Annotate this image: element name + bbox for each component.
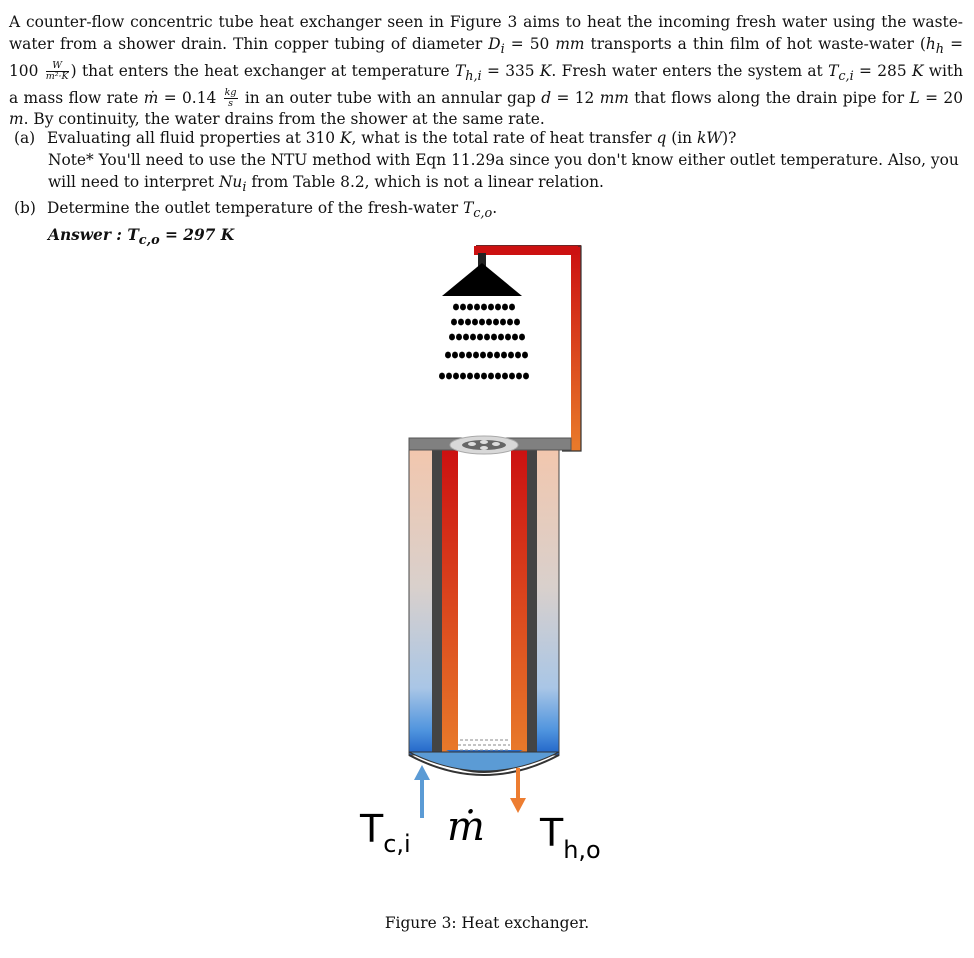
part-b-end: . [492, 199, 498, 217]
answer-sub: c,o [138, 232, 160, 248]
inner-core [458, 450, 511, 750]
part-b-label: (b) [14, 199, 36, 217]
inner-wall-left [432, 450, 442, 755]
val-hh: = 100 [9, 34, 963, 80]
water-droplets [439, 304, 529, 380]
part-a-question-3: (in [666, 129, 697, 147]
unit-mm2: mm [599, 88, 629, 107]
supply-pipe-top [474, 246, 578, 255]
val-thi: = 335 [481, 61, 540, 80]
part-a-question-1: Evaluating all fluid properties at 310 [47, 129, 340, 147]
answer-var: T [127, 225, 139, 244]
part-a-note-2: from Table 8.2, which is not a linear relation. [246, 172, 604, 191]
val-l: = 20 [919, 88, 964, 107]
frac-den-s: s [228, 98, 234, 110]
unit-fraction-w [46, 61, 69, 82]
label-tci: $T_{c,i}$ [360, 807, 411, 858]
intro-text-7: that flows along the drain pipe for [628, 88, 910, 107]
intro-text-5: with a mass flow rate [9, 61, 964, 107]
outer-bottom-bowl [409, 752, 559, 771]
intro-text-6: in an outer tube with an annular gap [239, 88, 542, 107]
problem-intro [9, 12, 963, 131]
frac-den-m2k: m²·K [45, 71, 69, 83]
var-t2: T [828, 61, 839, 80]
part-a [14, 128, 964, 198]
val-gap: = 12 [551, 88, 600, 107]
heat-exchanger-diagram [340, 240, 650, 870]
var-h: h [925, 34, 936, 53]
part-a-label: (a) [14, 129, 36, 147]
part-a-unit-kw: kW [696, 129, 723, 147]
intro-text-2: transports a thin film of hot waste-water ( [584, 34, 926, 53]
part-a-question-4: )? [722, 129, 737, 147]
part-b-sub: c,o [473, 206, 493, 222]
hot-outlet-arrowhead-icon [510, 798, 526, 813]
inner-wall-right [527, 450, 537, 755]
cold-inlet-arrowhead-icon [414, 765, 430, 780]
hot-film-left [442, 450, 458, 750]
part-a-note-1: Note* You'll need to use the NTU method with Eqn 11.29a since you don't know either outlet temperature. Also, you will need to interpret [48, 150, 959, 191]
sub-h: h [935, 41, 945, 57]
shower-head-icon [442, 263, 522, 296]
part-a-note-sub: i [242, 179, 247, 195]
part-a-unit: K [339, 129, 352, 147]
intro-text-1: A counter-flow concentric tube heat exchanger seen in Figure 3 aims to heat the incoming fresh water using the waste-water from a shower drain. Thin copper tubing of diameter [9, 13, 963, 53]
label-tho: $T_{h,o}$ [540, 811, 601, 864]
figure-caption: Figure 3: Heat exchanger. [384, 914, 590, 932]
intro-text-4: . Fresh water enters the system at [551, 61, 829, 80]
var-t: T [454, 61, 466, 80]
label-mdot: ṁ [447, 804, 485, 850]
val-mdot: = 0.14 [158, 88, 222, 107]
frac-num-w: W [46, 61, 69, 72]
part-a-note [14, 150, 964, 199]
frac-num-kg: kg [224, 87, 237, 99]
sub-ci: c,i [838, 68, 854, 84]
intro-text-3: ) that enters the heat exchanger at temperature [70, 61, 455, 80]
answer-value: = 297 [159, 225, 221, 244]
unit-mm: mm [555, 34, 585, 53]
var-l: L [909, 88, 920, 107]
part-a-var-q: q [656, 129, 667, 147]
part-a-note-var: Nu [218, 172, 243, 191]
var-d: D [488, 34, 501, 53]
unit-m: m [9, 110, 24, 129]
val-di: = 50 [504, 34, 556, 53]
answer-label: Answer : [48, 225, 128, 244]
part-b-var: T [462, 199, 474, 217]
sub-hi: h,i [465, 68, 482, 84]
intro-text-8: . By continuity, the water drains from the shower at the same rate. [23, 110, 545, 129]
answer-unit: K [220, 225, 235, 244]
val-tci: = 285 [853, 61, 912, 80]
var-gap: d [541, 88, 552, 107]
unit-k2: K [911, 61, 924, 80]
hot-film-right [511, 450, 527, 750]
part-b-question: Determine the outlet temperature of the fresh-water [47, 199, 463, 217]
sub-i: i [500, 41, 505, 57]
unit-k: K [539, 61, 552, 80]
part-a-question-2: , what is the total rate of heat transfer [351, 129, 657, 147]
unit-fraction-kgs [224, 88, 238, 109]
var-mdot: ṁ [143, 88, 159, 107]
